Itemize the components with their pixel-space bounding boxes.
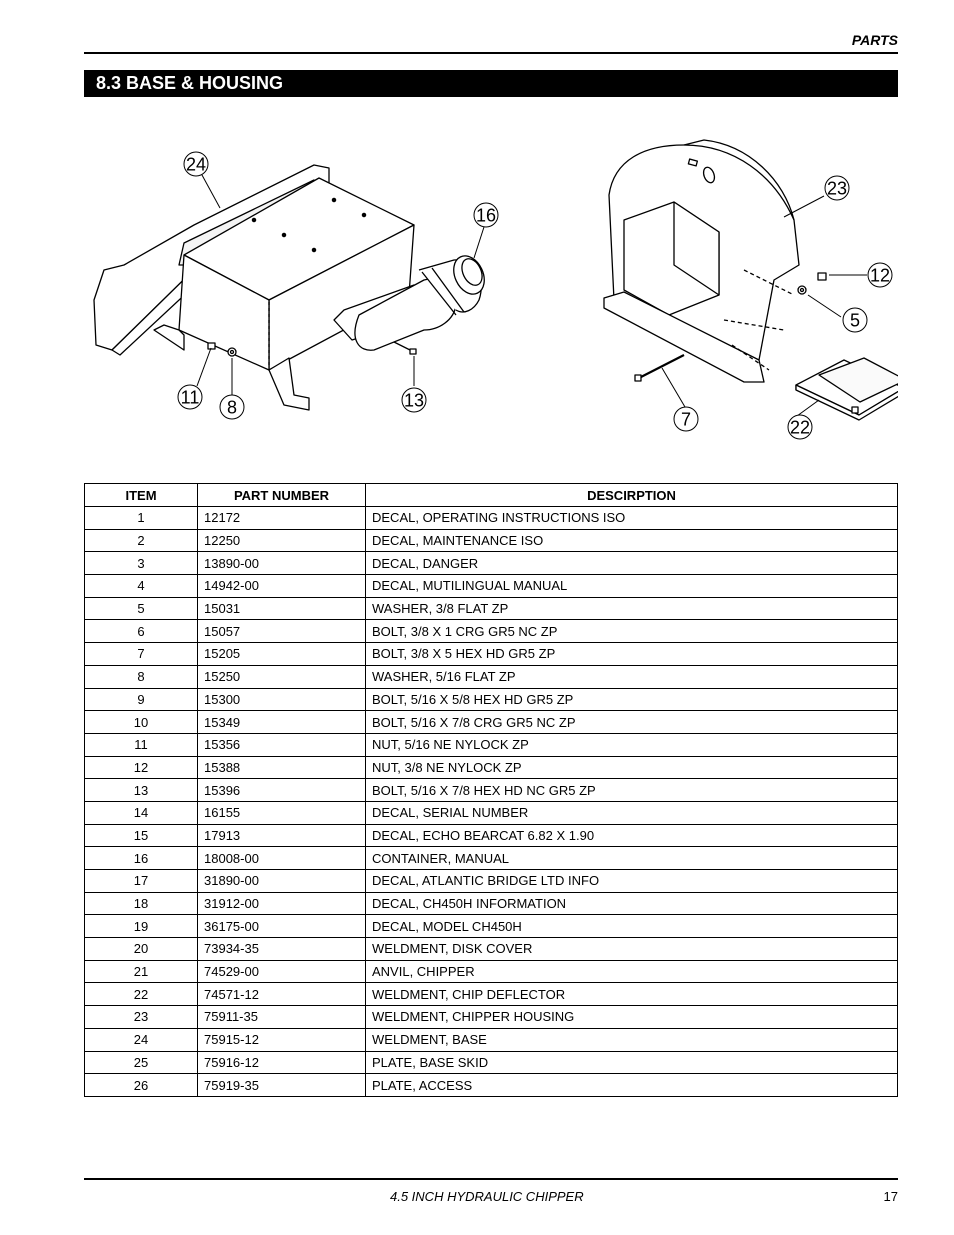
item-number-cell: 19 bbox=[85, 915, 198, 938]
exploded-parts-diagram bbox=[84, 120, 898, 460]
item-number-cell: 14 bbox=[85, 801, 198, 824]
description-cell: DECAL, SERIAL NUMBER bbox=[366, 801, 898, 824]
item-number-cell: 6 bbox=[85, 620, 198, 643]
table-row bbox=[85, 529, 898, 552]
callout-8 bbox=[220, 395, 244, 419]
description-cell: NUT, 3/8 NE NYLOCK ZP bbox=[366, 756, 898, 779]
table-row bbox=[85, 665, 898, 688]
table-row bbox=[85, 983, 898, 1006]
chip-deflector-drawing bbox=[796, 358, 898, 420]
callout-5 bbox=[843, 308, 867, 332]
description-cell: CONTAINER, MANUAL bbox=[366, 847, 898, 870]
item-number-cell: 26 bbox=[85, 1074, 198, 1097]
table-row bbox=[85, 824, 898, 847]
callout-24 bbox=[184, 152, 208, 176]
callout-7 bbox=[674, 407, 698, 431]
callout-13 bbox=[402, 388, 426, 412]
callout-22 bbox=[788, 415, 812, 439]
item-number-cell: 21 bbox=[85, 960, 198, 983]
description-cell: BOLT, 5/16 X 7/8 CRG GR5 NC ZP bbox=[366, 711, 898, 734]
part-number-cell: 75915-12 bbox=[198, 1028, 366, 1051]
part-number-cell: 17913 bbox=[198, 824, 366, 847]
part-number-cell: 15396 bbox=[198, 779, 366, 802]
description-cell: PLATE, BASE SKID bbox=[366, 1051, 898, 1074]
part-number-cell: 15205 bbox=[198, 643, 366, 666]
item-number-cell: 9 bbox=[85, 688, 198, 711]
svg-text:22: 22 bbox=[789, 417, 811, 438]
table-row bbox=[85, 597, 898, 620]
description-cell: DECAL, MUTILINGUAL MANUAL bbox=[366, 575, 898, 598]
item-number-cell: 18 bbox=[85, 892, 198, 915]
part-number-cell: 12250 bbox=[198, 529, 366, 552]
description-cell: DECAL, MODEL CH450H bbox=[366, 915, 898, 938]
table-row bbox=[85, 938, 898, 961]
table-row bbox=[85, 552, 898, 575]
table-row bbox=[85, 915, 898, 938]
part-number-cell: 75916-12 bbox=[198, 1051, 366, 1074]
header-section-name: PARTS bbox=[851, 32, 898, 48]
footer-rule bbox=[84, 1178, 898, 1180]
table-row bbox=[85, 870, 898, 893]
table-row bbox=[85, 779, 898, 802]
footer-title: 4.5 INCH HYDRAULIC CHIPPER bbox=[390, 1189, 584, 1204]
description-cell: WELDMENT, DISK COVER bbox=[366, 938, 898, 961]
part-number-cell: 15388 bbox=[198, 756, 366, 779]
part-number-cell: 31912-00 bbox=[198, 892, 366, 915]
table-row bbox=[85, 1028, 898, 1051]
part-number-cell: 74529-00 bbox=[198, 960, 366, 983]
item-number-cell: 13 bbox=[85, 779, 198, 802]
part-number-cell: 73934-35 bbox=[198, 938, 366, 961]
description-cell: WELDMENT, CHIPPER HOUSING bbox=[366, 1006, 898, 1029]
callout-11 bbox=[178, 385, 202, 409]
part-number-cell: 12172 bbox=[198, 507, 366, 530]
callout-16 bbox=[474, 203, 498, 227]
svg-text:11: 11 bbox=[180, 387, 200, 408]
svg-text:12: 12 bbox=[869, 265, 891, 286]
column-header-part-number: PART NUMBER bbox=[198, 484, 366, 507]
table-row bbox=[85, 507, 898, 530]
item-number-cell: 24 bbox=[85, 1028, 198, 1051]
part-number-cell: 75911-35 bbox=[198, 1006, 366, 1029]
description-cell: ANVIL, CHIPPER bbox=[366, 960, 898, 983]
table-row bbox=[85, 643, 898, 666]
item-number-cell: 3 bbox=[85, 552, 198, 575]
item-number-cell: 22 bbox=[85, 983, 198, 1006]
table-row bbox=[85, 1074, 898, 1097]
part-number-cell: 75919-35 bbox=[198, 1074, 366, 1097]
svg-text:24: 24 bbox=[185, 154, 207, 175]
callout-12 bbox=[868, 263, 892, 287]
item-number-cell: 17 bbox=[85, 870, 198, 893]
table-row bbox=[85, 892, 898, 915]
part-number-cell: 18008-00 bbox=[198, 847, 366, 870]
part-number-cell: 15250 bbox=[198, 665, 366, 688]
description-cell: DECAL, ATLANTIC BRIDGE LTD INFO bbox=[366, 870, 898, 893]
svg-text:7: 7 bbox=[680, 409, 692, 430]
description-cell: DECAL, DANGER bbox=[366, 552, 898, 575]
header-rule bbox=[84, 52, 898, 54]
table-row bbox=[85, 688, 898, 711]
item-number-cell: 10 bbox=[85, 711, 198, 734]
part-number-cell: 31890-00 bbox=[198, 870, 366, 893]
table-row bbox=[85, 733, 898, 756]
item-number-cell: 1 bbox=[85, 507, 198, 530]
item-number-cell: 20 bbox=[85, 938, 198, 961]
part-number-cell: 15300 bbox=[198, 688, 366, 711]
part-number-cell: 74571-12 bbox=[198, 983, 366, 1006]
description-cell: WASHER, 5/16 FLAT ZP bbox=[366, 665, 898, 688]
description-cell: DECAL, MAINTENANCE ISO bbox=[366, 529, 898, 552]
svg-text:16: 16 bbox=[475, 205, 497, 226]
item-number-cell: 25 bbox=[85, 1051, 198, 1074]
callout-23 bbox=[825, 176, 849, 200]
item-number-cell: 15 bbox=[85, 824, 198, 847]
table-row bbox=[85, 801, 898, 824]
part-number-cell: 15057 bbox=[198, 620, 366, 643]
description-cell: WELDMENT, CHIP DEFLECTOR bbox=[366, 983, 898, 1006]
part-number-cell: 15356 bbox=[198, 733, 366, 756]
table-row bbox=[85, 756, 898, 779]
part-number-cell: 15349 bbox=[198, 711, 366, 734]
item-number-cell: 7 bbox=[85, 643, 198, 666]
part-number-cell: 15031 bbox=[198, 597, 366, 620]
table-header-row bbox=[85, 484, 898, 507]
page-number: 17 bbox=[883, 1189, 898, 1204]
item-number-cell: 16 bbox=[85, 847, 198, 870]
description-cell: BOLT, 5/16 X 5/8 HEX HD GR5 ZP bbox=[366, 688, 898, 711]
section-title: 8.3 BASE & HOUSING bbox=[84, 70, 898, 97]
item-number-cell: 4 bbox=[85, 575, 198, 598]
description-cell: PLATE, ACCESS bbox=[366, 1074, 898, 1097]
description-cell: DECAL, OPERATING INSTRUCTIONS ISO bbox=[366, 507, 898, 530]
table-row bbox=[85, 575, 898, 598]
table-row bbox=[85, 1006, 898, 1029]
description-cell: BOLT, 3/8 X 5 HEX HD GR5 ZP bbox=[366, 643, 898, 666]
part-number-cell: 14942-00 bbox=[198, 575, 366, 598]
table-row bbox=[85, 711, 898, 734]
svg-text:13: 13 bbox=[403, 390, 425, 411]
svg-text:5: 5 bbox=[849, 310, 861, 331]
part-number-cell: 36175-00 bbox=[198, 915, 366, 938]
description-cell: NUT, 5/16 NE NYLOCK ZP bbox=[366, 733, 898, 756]
item-number-cell: 8 bbox=[85, 665, 198, 688]
item-number-cell: 11 bbox=[85, 733, 198, 756]
part-number-cell: 16155 bbox=[198, 801, 366, 824]
parts-table bbox=[84, 483, 898, 1097]
item-number-cell: 2 bbox=[85, 529, 198, 552]
base-weldment-drawing bbox=[94, 165, 414, 410]
table-row bbox=[85, 847, 898, 870]
description-cell: WASHER, 3/8 FLAT ZP bbox=[366, 597, 898, 620]
table-row bbox=[85, 960, 898, 983]
svg-text:23: 23 bbox=[826, 178, 848, 199]
description-cell: DECAL, ECHO BEARCAT 6.82 X 1.90 bbox=[366, 824, 898, 847]
chipper-housing-drawing bbox=[604, 140, 799, 382]
item-number-cell: 23 bbox=[85, 1006, 198, 1029]
column-header-item: ITEM bbox=[85, 484, 198, 507]
column-header-description: DESCIRPTION bbox=[366, 484, 898, 507]
part-number-cell: 13890-00 bbox=[198, 552, 366, 575]
parts-table-body bbox=[85, 507, 898, 1097]
description-cell: DECAL, CH450H INFORMATION bbox=[366, 892, 898, 915]
description-cell: WELDMENT, BASE bbox=[366, 1028, 898, 1051]
table-row bbox=[85, 620, 898, 643]
item-number-cell: 5 bbox=[85, 597, 198, 620]
svg-text:8: 8 bbox=[226, 397, 238, 418]
description-cell: BOLT, 5/16 X 7/8 HEX HD NC GR5 ZP bbox=[366, 779, 898, 802]
item-number-cell: 12 bbox=[85, 756, 198, 779]
description-cell: BOLT, 3/8 X 1 CRG GR5 NC ZP bbox=[366, 620, 898, 643]
table-row bbox=[85, 1051, 898, 1074]
